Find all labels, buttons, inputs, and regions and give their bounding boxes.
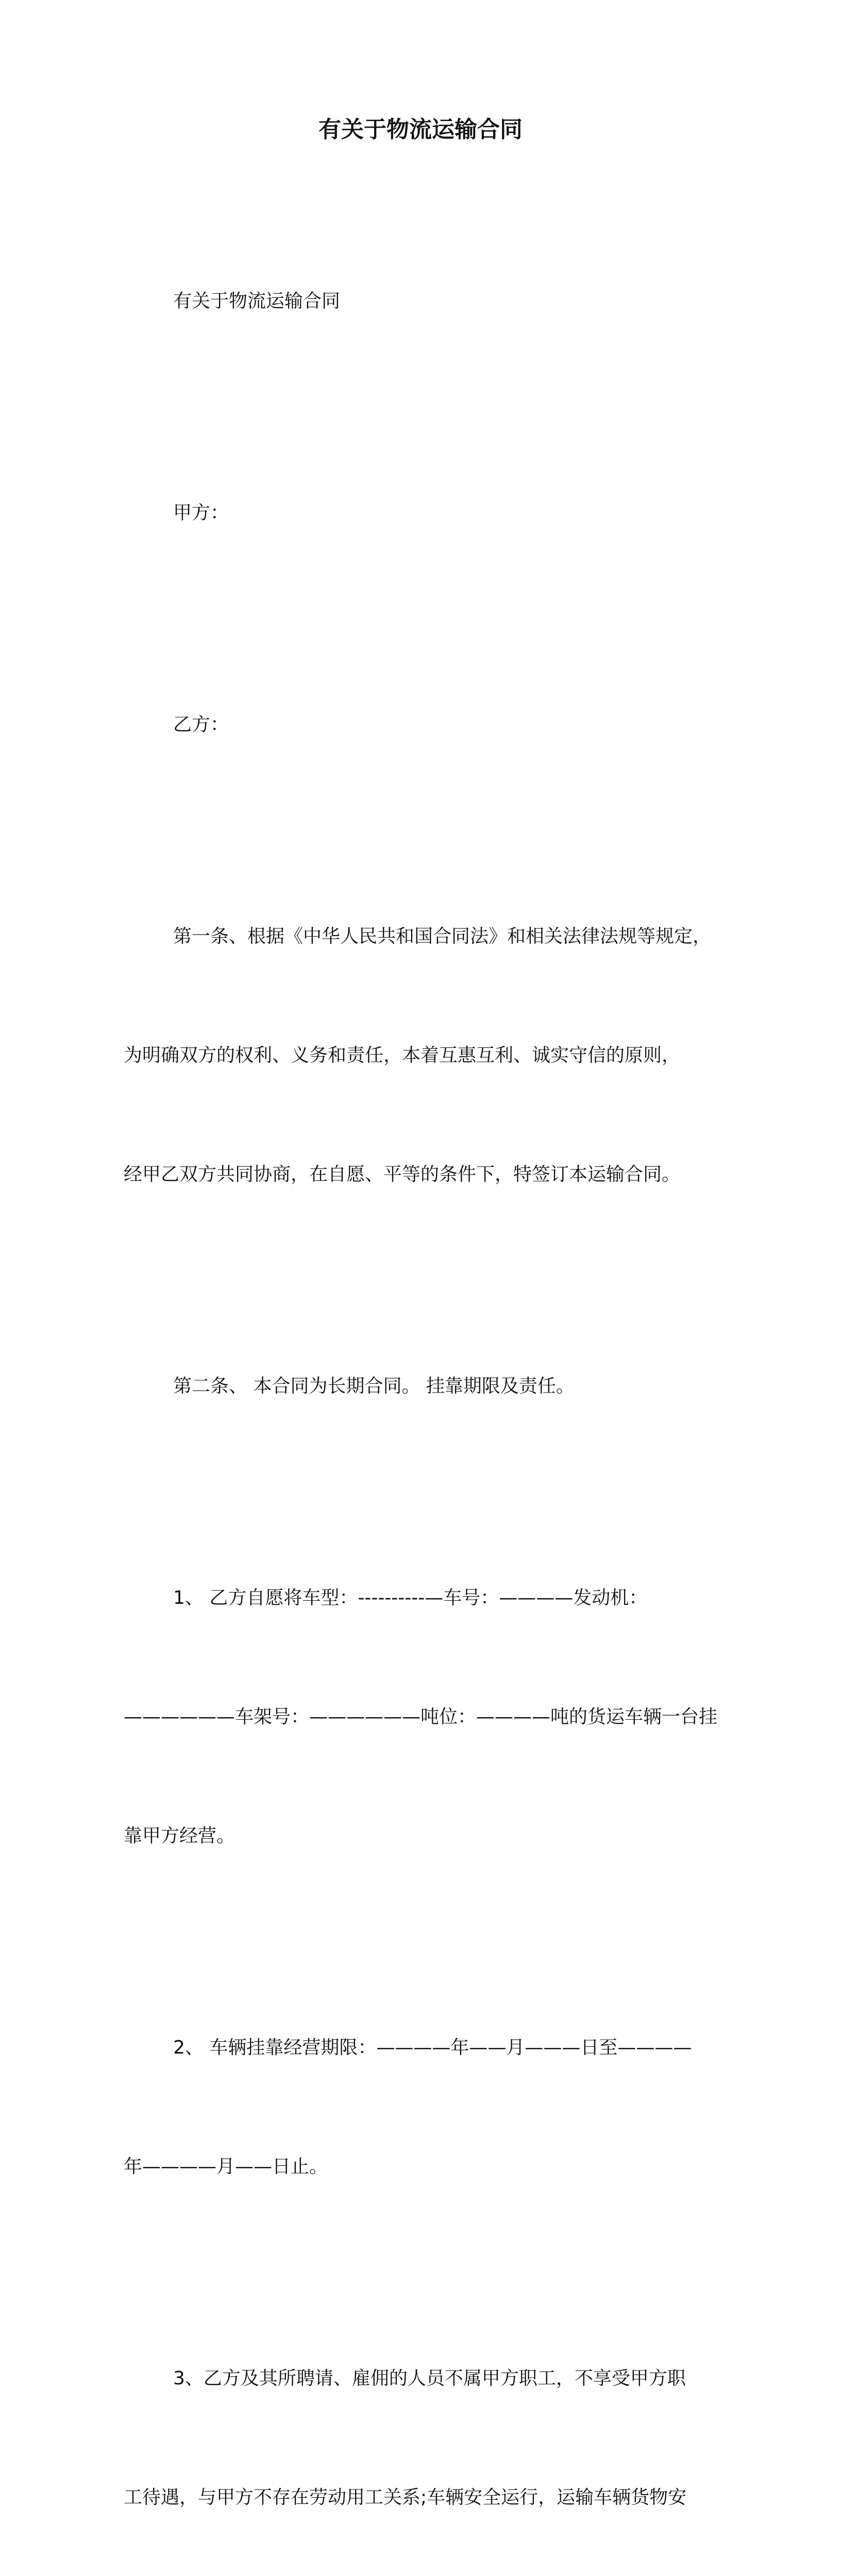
- item-1: [124, 1499, 728, 1935]
- document-title: 有关于物流运输合同: [318, 116, 523, 143]
- item-1-line-1: 1、 乙方自愿将车型：----------—车号：————发动机：: [173, 1587, 648, 1608]
- party-a: [124, 414, 728, 612]
- item-3: [124, 2279, 728, 2576]
- party-b-label: 乙方：: [173, 714, 229, 735]
- party-b: [124, 625, 728, 824]
- article-1: [124, 837, 728, 1274]
- article-1-line-3: 经甲乙双方共同协商，在自愿、平等的条件下，特签订本运输合同。: [124, 1164, 681, 1185]
- item-3-line-1: 3、乙方及其所聘请、雇佣的人员不属甲方职工，不享受甲方职: [173, 2368, 686, 2389]
- item-2-line-2: 年————月——日止。: [124, 2156, 328, 2177]
- party-a-label: 甲方：: [173, 502, 229, 523]
- item-1-line-3: 靠甲方经营。: [124, 1825, 236, 1846]
- subtitle: [124, 202, 728, 400]
- subtitle-text: 有关于物流运输合同: [173, 291, 341, 312]
- article-2: [124, 1287, 728, 1485]
- item-3-line-2: 工待遇，与甲方不存在劳动用工关系;车辆安全运行，运输车辆货物安: [124, 2487, 687, 2508]
- article-1-line-2: 为明确双方的权利、义务和责任，本着互惠互利、诚实守信的原则，: [124, 1045, 681, 1066]
- item-2: [124, 1948, 728, 2266]
- document-body: [124, 202, 728, 2576]
- item-2-line-1: 2、 车辆挂靠经营期限：————年——月———日至————: [173, 2037, 692, 2058]
- item-1-line-2: ——————车架号：——————吨位：————吨的货运车辆一台挂: [124, 1706, 718, 1727]
- article-2-text: 第二条、 本合同为长期合同。 挂靠期限及责任。: [173, 1376, 575, 1397]
- article-1-line-1: 第一条、根据《中华人民共和国合同法》和相关法律法规等规定，: [173, 926, 712, 947]
